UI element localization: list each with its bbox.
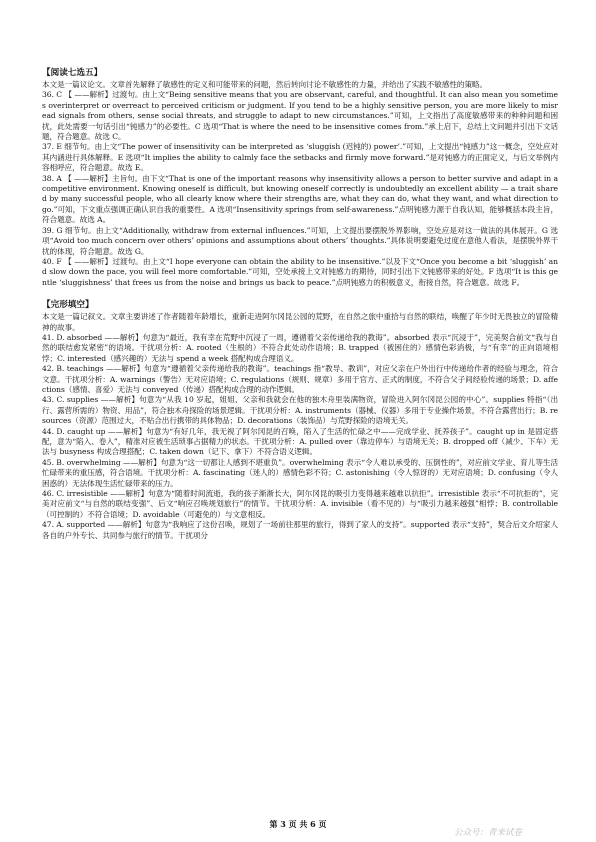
answer-46: 46. C. irresistible ——解析】句意为“随着时间流逝，我的孩子渐渐长大，阿尔冈昆的吸引力变得越来越难以抗拒”。irresistible 表示“不可抗拒的”，完美对应前文“与自然的联结变强”、后文“响应召唤规划旅行”的情节。干扰项分析：A. invisible（看不见的）与“吸引力越来越强”相悖；B. controllable（可控制的）不符合语境；D. avoidable（可避免的）与文意相反。: [42, 489, 558, 519]
answer-38: 38. A 【 ——解析】主旨句。由下文“That is one of the important reasons why insensitivity allows a person to better survive and adapt in a competitive environment. Knowing oneself is difficult, but knowing oneself correctly is undoubtedly an excellent ability — a trait shared by many successful people, who all clearly know where their strengths are, what they can do, what they want, and what direction to go.”可知，下文重点强调正确认识自我的重要性。A 选项“Insensitivity springs from self-awareness.”点明钝感力源于自我认知，能够概括本段主旨，符合题意。故选 A。: [42, 173, 558, 225]
page-number: 第 3 页 共 6 页: [269, 819, 327, 829]
cloze-section-heading: 【完形填空】: [42, 300, 94, 311]
reading-summary: 本文是一篇议论文。文章首先解释了敏感性的定义和可能带来的问题，然后转向讨论不敏感性的力量，并给出了实践不敏感性的策略。: [42, 80, 488, 89]
watermark: 公众号：青来试卷: [454, 828, 523, 838]
answer-37: 37. E 细节句。由上文“The power of insensitivity can be interpreted as ‘sluggish (迟钝的) power’.”可知，上文提出“钝感力”这一概念，空处应对其内涵进行具体解释。E 选项“It implies the ability to calmly face the setbacks and firmly move forward.”是对钝感力的正面定义，与后文举例内容相呼应，符合题意。故选 E。: [42, 142, 558, 173]
answer-44: 44. D. caught up ——解析】句意为“有好几年，我无视了阿尔冈昆的召唤，陷入了生活的忙碌之中——完成学业、抚养孩子”。caught up in 是固定搭配，意为“陷入、卷入”，精准对应被生活琐事占据精力的状态。干扰项分析：A. pulled over（靠边停车）与语境无关；B. dropped off（减少、下车）无法与 busyness 构成合理搭配；C. taken down（记下、拿下）不符合语义逻辑。: [42, 426, 558, 457]
cloze-summary: 本文是一篇记叙文。文章主要讲述了作者随着年龄增长，重新走进阿尔冈昆公园的荒野，在自然之旅中重拾与自然的联结，唤醒了年少时无畏独立的冒险精神的故事。: [42, 312, 558, 332]
page-content: [42, 62, 558, 541]
answer-36: 36. C 【 ——解析】过渡句。由上文“Being sensitive means that you are observant, careful, and thoughtful. It can also mean you sometimes overinterpret or overreact to perceived criticism or judgment. If you tend to be a highly sensitive person, you are more likely to misread signals from others, sense social threats, and struggle to adapt to new circumstances.”可知，上文指出了高度敏感带来的种种问题和困扰，此处需要一句话引出“钝感力”的必要性。C 选项“That is where the need to be insensitive comes from.”承上启下，总结上文问题并引出下文话题，符合题意。故选 C。: [42, 90, 558, 142]
answer-47: 47. A. supported ——解析】句意为“我响应了这份召唤，规划了一场前往那里的旅行，得到了家人的支持”。supported 表示“支持”，契合后文介绍家人各自的户外专长、共同参与旅行的情节。干扰项分: [42, 520, 558, 540]
answer-45: 45. B. overwhelming ——解析】句意为“这一切都让人感到不堪重负”。overwhelming 表示“令人难以承受的、压倒性的”，对应前文学业、育儿等生活忙碌带来的重压感，符合语境。干扰项分析：A. fascinating（迷人的）感情色彩不符；C. astonishing（令人惊讶的）无对应语境；D. confusing（令人困惑的）无法体现生活忙碌带来的压力。: [42, 457, 558, 488]
reading-section-heading: 【阅读七选五】: [42, 68, 103, 78]
answer-39: 39. G 细节句。由上文“Additionally, withdraw from external influences.”可知，上文提出要摆脱外界影响，空处应是对这一做法的具体展开。G 选项“Avoid too much concern over others’ opinions and assumptions about others’ thoughts.”具体说明要避免过度在意他人看法，是摆脱外界干扰的体现，符合题意。故选 G。: [42, 225, 558, 256]
answer-42: 42. B. teachings ——解析】句意为“遵循着父亲传递给我的教诲”。teachings 指“教导、教训”，对应父亲在户外出行中传递给作者的经验与理念，符合文意。干扰项分析：A. warnings（警告）无对应语境；C. regulations（规则、规章）多用于官方、正式的制度，不符合父子间经验传递的场景；D. affections（感情、喜爱）无法与 conveyed（传递）搭配构成合理的动作逻辑。: [42, 364, 558, 394]
answer-43: 43. C. supplies ——解析】句意为“从我 10 岁起，姐姐、父亲和我就会在他的独木舟里装满物资，冒险进入阿尔冈昆公园的中心”。supplies 特指“（出行、露营所需的）物资、用品”，符合独木舟探险的场景逻辑。干扰项分析：A. instruments（器械、仪器）多用于专业操作场景，不符合露营出行；B. resources（资源）范围过大，不贴合出行携带的具体物品；D. decorations（装饰品）与荒野探险的语境无关。: [42, 395, 558, 426]
answer-40: 40. F 【 ——解析】过渡句。由上文“I hope everyone can obtain the ability to be insensitive.”以及下文“Once you become a bit ‘sluggish’ and slow down the pace, you will feel more comfortable.”可知，空处承接上文对钝感力的期待，同时引出下文钝感带来的好处。F 选项“It is this gentle ‘sluggishness’ that frees us from the noise and brings us back to peace.”点明钝感力的积极意义，衔接自然，符合题意。故选 F。: [42, 256, 558, 287]
answer-41: 41. D. absorbed ——解析】句意为“最近，我有幸在荒野中沉浸了一周，遵循着父亲传递给我的教诲”。absorbed 表示“沉浸于”，完美契合前文“我与自然的联结愈发紧密”的语境。干扰项分析：A. rooted（生根的）不符合此处动作语境；B. trapped（被困住的）感情色彩消极，与“有幸”的正向语境相悖；C. interested（感兴趣的）无法与 spend a week 搭配构成合理语义。: [42, 332, 558, 363]
